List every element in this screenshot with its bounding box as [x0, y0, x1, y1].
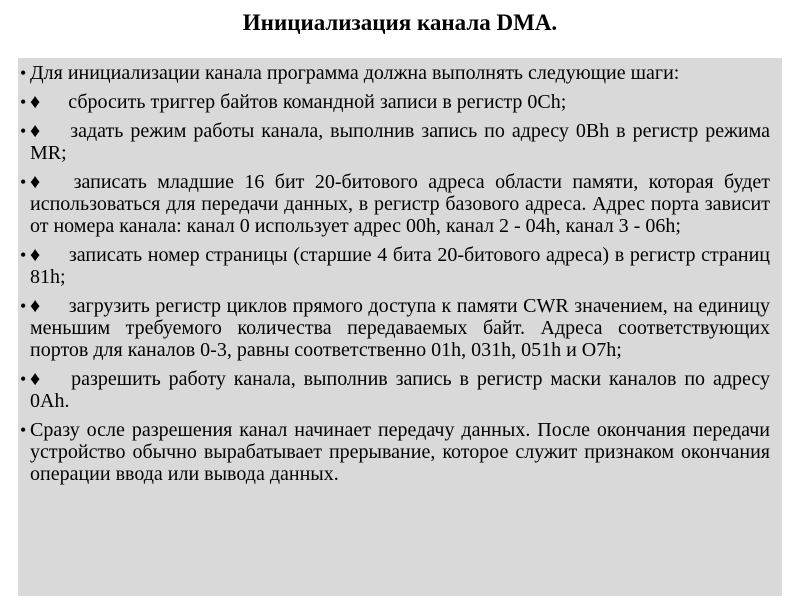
item-text: сбросить триггер байтов командной записи в регистр 0Ch; [68, 91, 567, 113]
item-text: • Для инициализации канала программа должна выполнять следующие шаги: [30, 62, 680, 84]
content-panel [18, 58, 782, 596]
diamond-icon: ♦ [30, 244, 41, 266]
diamond-icon: ♦ [30, 120, 43, 142]
page-title: Инициализация канала DMA. [242, 10, 558, 35]
list-item [24, 368, 788, 412]
diamond-icon: ♦ [30, 368, 44, 390]
list-item [24, 244, 788, 288]
item-text: загрузить регистр циклов прямого доступа к памяти CWR значением, на единицу меньшим требуемого количества передаваемых байт. Адреса соответствующих портов для каналов 0-3, равны соответственно 01h, 031h, 051h и O7h; [30, 295, 770, 361]
content-list [24, 62, 788, 492]
list-item [24, 419, 788, 485]
item-text: записать младшие 16 бит 20-битового адреса области памяти, которая будет использоваться для передачи данных, в регистр базового адреса. Адрес порта зависит от номера канала: канал 0 использует адрес 00h, канал 2 - 04h, канал 3 - 06h; [30, 171, 770, 237]
item-text: • Сразу осле разрешения канал начинает передачу данных. После окончания передачи устройство обычно вырабатывает прерывание, которое служит признаком окончания операции ввода или вывода данных. [30, 419, 770, 485]
item-text: разрешить работу канала, выполнив запись в регистр маски каналов по адресу 0Ah. [30, 368, 770, 412]
item-text: задать режим работы канала, выполнив запись по адресу 0Bh в регистр режима MR; [30, 120, 770, 164]
list-item [24, 295, 788, 361]
list-item [24, 171, 788, 237]
diamond-icon: ♦ [30, 171, 46, 193]
diamond-icon: ♦ [30, 295, 41, 317]
item-text: записать номер страницы (старшие 4 бита 20-битового адреса) в регистр страниц 81h; [30, 244, 770, 288]
list-item [24, 62, 788, 84]
diamond-icon: ♦ [30, 91, 41, 113]
list-item [24, 120, 788, 164]
list-item [24, 91, 788, 113]
